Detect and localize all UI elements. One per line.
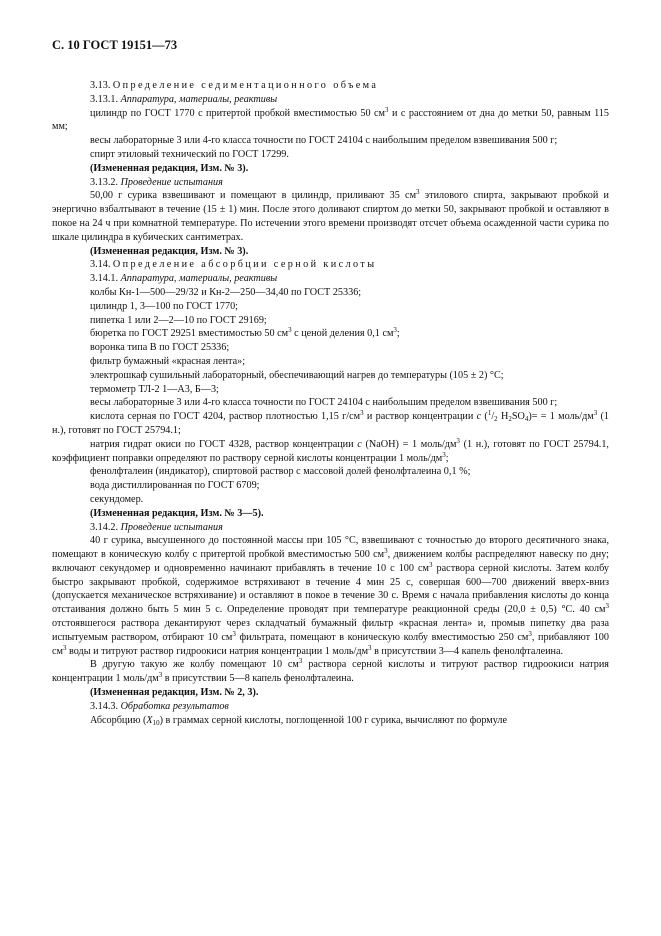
procedure-paragraph: 40 г сурика, высушенного до постоянной массы при 105 °С, взвешивают с точностью до второго десятичного знака, помещают в коническую колбу с притертой пробкой вместимостью 500 $см^3$, движением колбы распределяют навеску по дну; включают секундомер и одновременно начинают прибавлять в течение 10 с 100 $см^3$ раствора серной кислоты. Затем колбу быстро закрывают пробкой, содержимое встряхивают в течение 4 мин 25 с, совершая 600—700 движений вверх-вниз (допускается механическое встряхивание) и оставляют в покое в течение 30 с. Время с начала прибавления кислоты до конца отстаивания должно быть 5 мин 5 с. Определение проводят при температуре реакционной среды (20,0 ± 0,5) °С. 40 $см^3$ отстоявшегося раствора декантируют через складчатый бумажный фильтр «красная лента» и, промыв пипетку два раза испытуемым раствором, отбирают 10 $см^3$ фильтрата, помещают в коническую колбу вместимостью 250 $см^3$, прибавляют 100 $см^3$ воды и титруют раствор гидроокиси натрия концентрации 1 моль/$дм^3$ в присутствии 3—4 капель фенолфталеина. (52, 535, 609, 657)
cylinder-item: цилиндр по ГОСТ 1770 с притертой пробкой вместимостью 50 $см^3$ и с расстоянием от дна до метки 50, равным 115 мм; (52, 105, 609, 133)
funnel-item: воронка типа В по ГОСТ 25336; (90, 342, 230, 354)
thermometer-item: термометр ТЛ-2 1—А3, Б—3; (90, 383, 219, 395)
section-3-14-heading: 3.14. Определение абсорбции серной кислоты (90, 259, 377, 271)
page-header: С. 10 ГОСТ 19151—73 (52, 38, 178, 52)
scales-item: весы лабораторные 3 или 4-го класса точности по ГОСТ 24104 с наибольшим пределом взвешивания 500 г; (90, 135, 558, 147)
revision-note: (Измененная редакция, Изм. № 3). (90, 245, 249, 257)
scales-item: весы лабораторные 3 или 4-го класса точности по ГОСТ 24104 с наибольшим пределом взвешивания 500 г; (90, 397, 558, 409)
document-body (52, 79, 609, 727)
subsection-3-14-1-heading: 3.14.1. Аппаратура, материалы, реактивы (90, 273, 278, 285)
revision-note: (Измененная редакция, Изм. № 3). (90, 162, 249, 174)
flasks-item: колбы Кн-1—500—29/32 и Кн-2—250—34,40 по ГОСТ 25336; (90, 286, 362, 298)
section-3-13-heading: 3.13. Определение седиментационного объема (90, 80, 379, 91)
procedure-paragraph: 50,00 г сурика взвешивают и помещают в цилиндр, приливают 35 $см^3$ этилового спирта, закрывают пробкой и энергично взбалтывают в течение (15 ± 1) мин. После этого доливают спиртом до метки 50, закрывают пробкой и оставляют в покое на 24 ч при комнатной температуре. По истечении этого времени производят отсчет объема осажденной части сурика по шкале цилиндра в кубических сантиметрах. (52, 188, 609, 243)
subsection-3-13-1-heading: 3.13.1. Аппаратура, материалы, реактивы (90, 93, 278, 105)
subsection-3-13-2-heading: 3.13.2. Проведение испытания (90, 176, 223, 188)
blank-test-paragraph: В другую такую же колбу помещают 10 $см^3$ раствора серной кислоты и титруют раствор гидроокиси натрия концентрации 1 моль/$дм^3$ в присутствии 5—8 капель фенолфталеина. (52, 657, 609, 685)
section-title: Определение седиментационного объема (112, 80, 379, 91)
result-paragraph: Абсорбцию $(X_{10})$ в граммах серной кислоты, поглощенной 100 г сурика, вычисляют по формуле (90, 714, 508, 727)
subsection-3-14-2-heading: 3.14.2. Проведение испытания (90, 521, 223, 533)
spirit-item: спирт этиловый технический по ГОСТ 17299. (90, 148, 289, 160)
pipette-item: пипетка 1 или 2—2—10 по ГОСТ 29169; (90, 314, 267, 326)
phenolphthalein-item: фенолфталеин (индикатор), спиртовой раствор с массовой долей фенолфталеина 0,1 %; (90, 466, 471, 478)
sodium-hydroxide-item: натрия гидрат окиси по ГОСТ 4328, раствор концентрации c (NaOH) = 1 моль/$дм^3$ (1 н.), готовят по ГОСТ 25794.1, коэффициент поправки определяют по раствору серной кислоты концентрации 1 моль/$дм^3$; (52, 436, 609, 464)
stopwatch-item: секундомер. (90, 493, 144, 505)
cylinder-item: цилиндр 1, 3—100 по ГОСТ 1770; (90, 300, 238, 312)
water-item: вода дистиллированная по ГОСТ 6709; (90, 480, 260, 492)
revision-note: (Измененная редакция, Изм. № 2, 3). (90, 687, 259, 699)
sulfuric-acid-item: кислота серная по ГОСТ 4204, раствор плотностью 1,15 $г/см^3$ и раствор концентрации c ($^1/_2$ $H_2SO_4)= = 1$ моль/$дм^3$ (1 н.), готовят по ГОСТ 25794.1; (52, 409, 610, 436)
oven-item: электрошкаф сушильный лабораторный, обеспечивающий нагрев до температуры (105 ± 2) °С; (90, 369, 504, 381)
section-title: Определение абсорбции серной кислоты (112, 259, 377, 271)
subsection-3-14-3-heading: 3.14.3. Обработка результатов (90, 700, 229, 712)
burette-item: бюретка по ГОСТ 29251 вместимостью 50 $см^3$ с ценой деления 0,1 $см^3$; (90, 326, 400, 340)
revision-note: (Измененная редакция, Изм. № 3—5). (90, 507, 264, 519)
filter-item: фильтр бумажный «красная лента»; (90, 355, 246, 367)
